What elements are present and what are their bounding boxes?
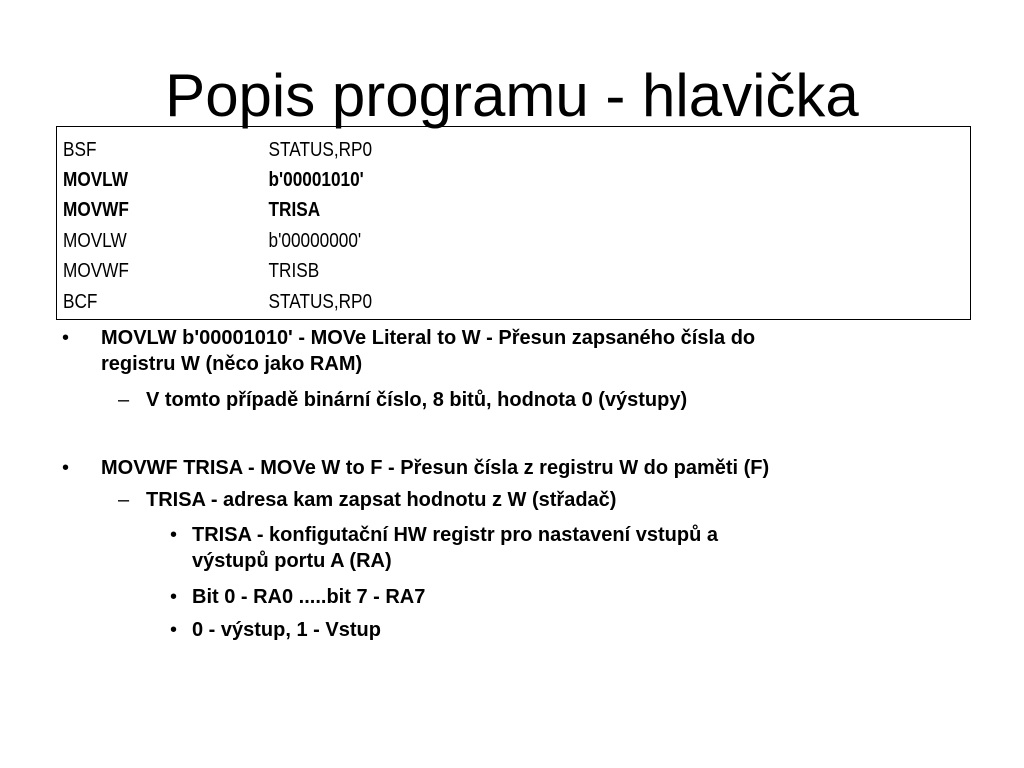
code-opcode: BSF [63, 139, 97, 161]
bullet-marker: • [170, 619, 178, 641]
code-operand: TRISA [268, 199, 321, 221]
code-operand: TRISB [268, 260, 320, 282]
code-operand: b'00000000' [268, 230, 362, 252]
code-opcode: MOVWF [63, 260, 129, 282]
sub-bullet-text: TRISA - adresa kam zapsat hodnotu z W (střadač) [146, 489, 617, 511]
code-operand: STATUS,RP0 [268, 139, 373, 161]
dash-marker: – [118, 389, 130, 411]
code-operand: STATUS,RP0 [268, 291, 373, 313]
sub-sub-bullet-text: 0 - výstup, 1 - Vstup [192, 619, 381, 641]
bullet-text: MOVLW b'00001010' - MOVe Literal to W - Přesun zapsaného čísla do [101, 327, 756, 349]
code-opcode: MOVLW [63, 230, 127, 252]
sub-bullet-text: V tomto případě binární číslo, 8 bitů, hodnota 0 (výstupy) [146, 389, 688, 411]
bullet-marker: • [62, 457, 70, 479]
code-opcode: MOVLW [63, 169, 128, 191]
code-opcode: MOVWF [63, 199, 129, 221]
sub-sub-bullet-text: výstupů portu A (RA) [192, 550, 392, 572]
bullet-marker: • [170, 586, 178, 608]
dash-marker: – [118, 489, 130, 511]
slide-title: Popis programu - hlavička [165, 62, 859, 129]
bullet-text: registru W (něco jako RAM) [101, 353, 363, 375]
sub-sub-bullet-text: Bit 0 - RA0 .....bit 7 - RA7 [192, 586, 426, 608]
bullet-marker: • [62, 327, 70, 349]
bullet-text: MOVWF TRISA - MOVe W to F - Přesun čísla z registru W do paměti (F) [101, 457, 770, 479]
sub-sub-bullet-text: TRISA - konfigutační HW registr pro nastavení vstupů a [192, 524, 718, 546]
bullet-marker: • [170, 524, 178, 546]
code-opcode: BCF [63, 291, 98, 313]
code-operand: b'00001010' [268, 169, 364, 191]
